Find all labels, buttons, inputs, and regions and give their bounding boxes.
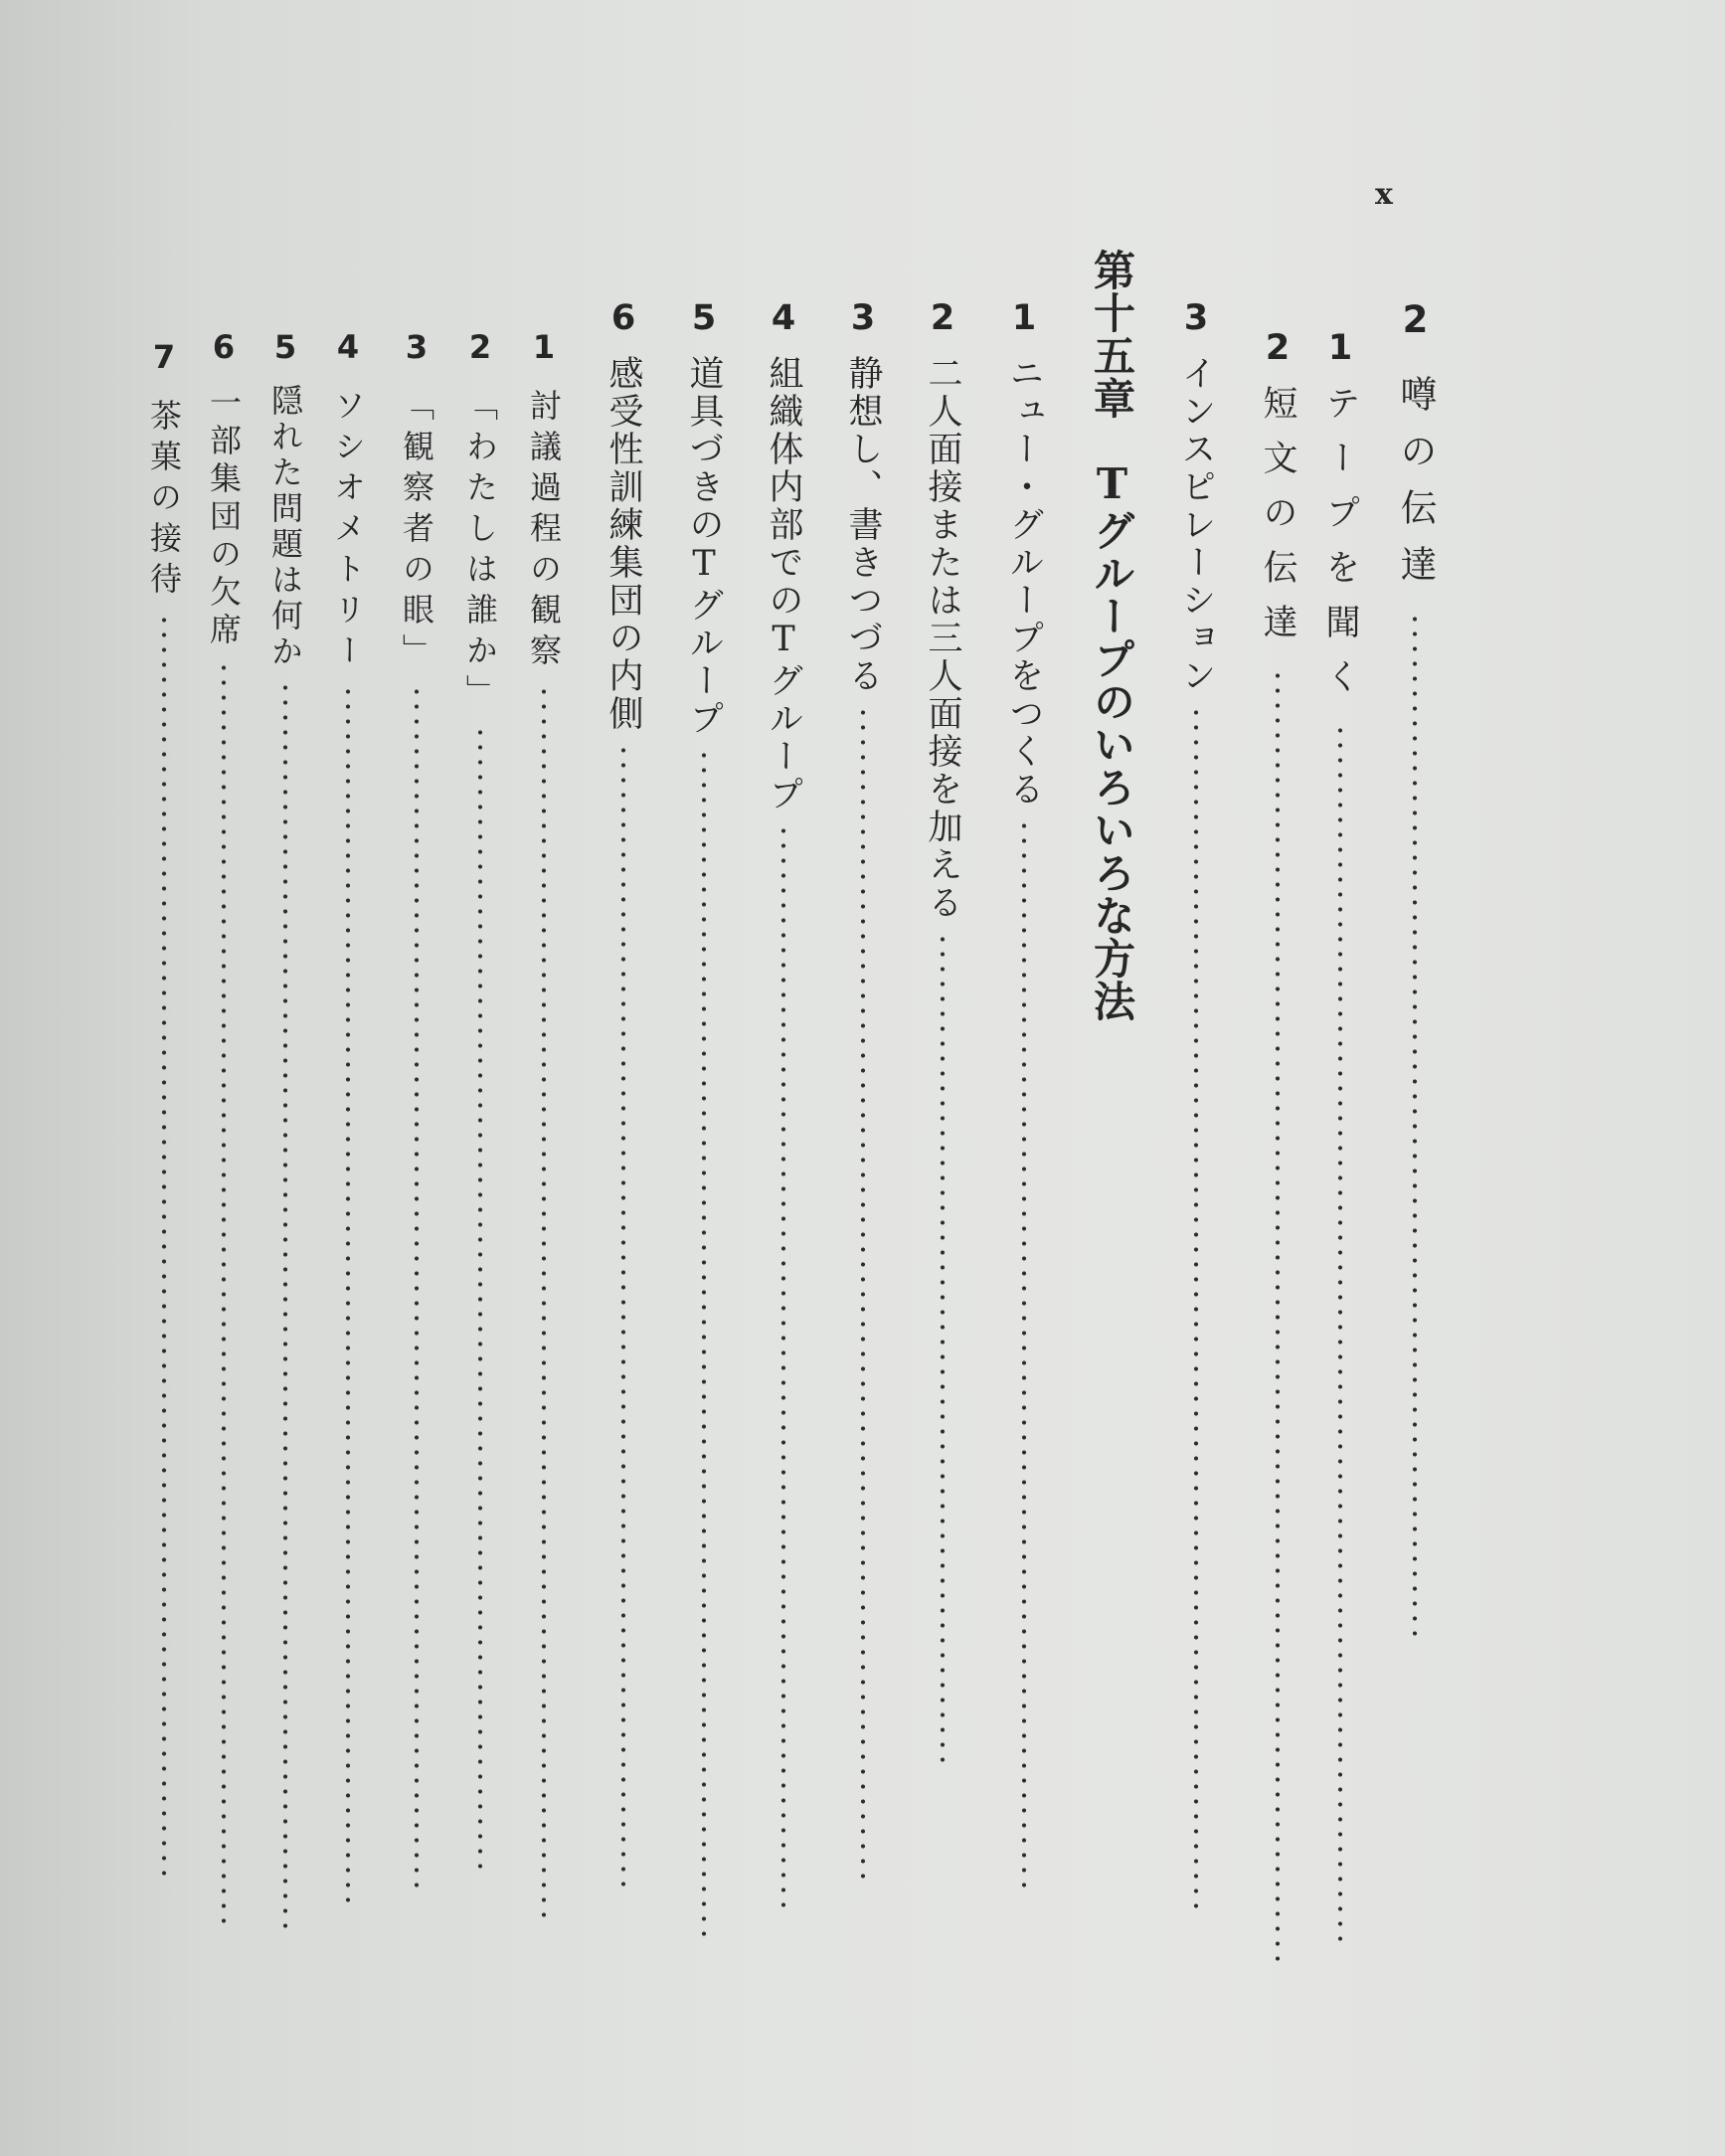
dot-leader <box>940 932 946 1767</box>
entry-title: 道具づきのTグループ <box>684 355 724 738</box>
chapter-number: 第十五章 <box>1088 249 1136 420</box>
entry-title: 「観察者の眼」 <box>398 389 435 674</box>
dot-leader <box>1193 705 1199 1918</box>
entry-title: 討議過程の観察 <box>525 389 563 674</box>
entry-title: 茶菓の接待 <box>145 399 183 603</box>
entry-title: インスピレーション <box>1176 355 1216 695</box>
entry-number: 2 <box>1394 298 1437 361</box>
entry-title: ニュー・グループをつくる <box>1004 355 1044 808</box>
dot-leader <box>477 725 483 1869</box>
entry-number: 4 <box>764 298 803 341</box>
entry-title: 組織体内部でのTグループ <box>764 355 803 813</box>
dot-leader <box>221 660 227 1923</box>
dot-leader <box>1412 612 1418 1646</box>
toc-entry <box>514 328 574 2156</box>
toc-entry <box>833 298 893 2156</box>
toc-entry <box>754 298 813 2156</box>
toc-entry <box>594 298 653 2156</box>
entry-number: 5 <box>266 328 304 370</box>
entry-title: 二人面接または三人面接を加える <box>923 355 962 922</box>
dot-leader <box>1337 723 1343 1946</box>
entry-title: 静想し、書きつづる <box>843 355 883 695</box>
dot-leader <box>161 613 167 1886</box>
entry-title: 感受性訓練集団の内側 <box>604 355 643 733</box>
entry-number: 5 <box>684 298 724 341</box>
toc-entry <box>318 328 378 2156</box>
entry-title: 噂の伝達 <box>1394 375 1437 602</box>
toc-entry <box>1248 328 1307 2156</box>
dot-leader <box>1021 818 1027 1892</box>
dot-leader <box>345 684 351 1907</box>
toc-entry <box>450 328 510 2156</box>
dot-leader <box>620 743 626 1886</box>
entry-title: テープを聞く <box>1320 385 1360 713</box>
entry-number: 6 <box>205 328 243 372</box>
entry-number: 1 <box>1320 328 1360 371</box>
toc-entry <box>194 328 254 2156</box>
dot-leader <box>414 684 420 1897</box>
entry-number: 2 <box>1258 328 1297 371</box>
entry-title: 短文の伝達 <box>1258 385 1297 658</box>
dot-leader <box>860 705 866 1879</box>
toc-entry <box>913 298 972 2156</box>
entry-number: 3 <box>843 298 883 341</box>
toc-entry <box>1385 298 1445 2156</box>
entry-number: 1 <box>1004 298 1044 341</box>
toc-entry <box>674 298 734 2156</box>
entry-number: 4 <box>329 328 367 375</box>
chapter-heading <box>1082 249 1141 1144</box>
entry-number: 6 <box>604 298 643 341</box>
entry-title: 「わたしは誰か」 <box>461 389 499 715</box>
toc-entry <box>994 298 1054 2156</box>
dot-leader <box>541 684 547 1917</box>
entry-title: 隠れた問題は何か <box>266 384 304 670</box>
toc-entry <box>1310 328 1370 2156</box>
toc-entry <box>256 328 315 2156</box>
page-number: x <box>1375 177 1393 212</box>
dot-leader <box>1275 668 1281 1971</box>
dot-leader <box>780 823 786 1907</box>
entry-number: 2 <box>923 298 962 341</box>
entry-number: 1 <box>525 328 563 375</box>
entry-number: 2 <box>461 328 499 375</box>
entry-title: 一部集団の欠席 <box>205 386 243 650</box>
chapter-title: Tグループのいろいろな方法 <box>1088 459 1136 1022</box>
entry-number: 7 <box>145 338 183 385</box>
dot-leader <box>701 748 707 1941</box>
entry-number: 3 <box>398 328 435 375</box>
toc-entry <box>387 328 446 2156</box>
entry-number: 3 <box>1176 298 1216 341</box>
entry-title: ソシオメトリー <box>329 389 367 674</box>
toc-entry <box>134 338 194 2156</box>
toc-entry <box>1166 298 1226 2156</box>
dot-leader <box>282 680 288 1933</box>
